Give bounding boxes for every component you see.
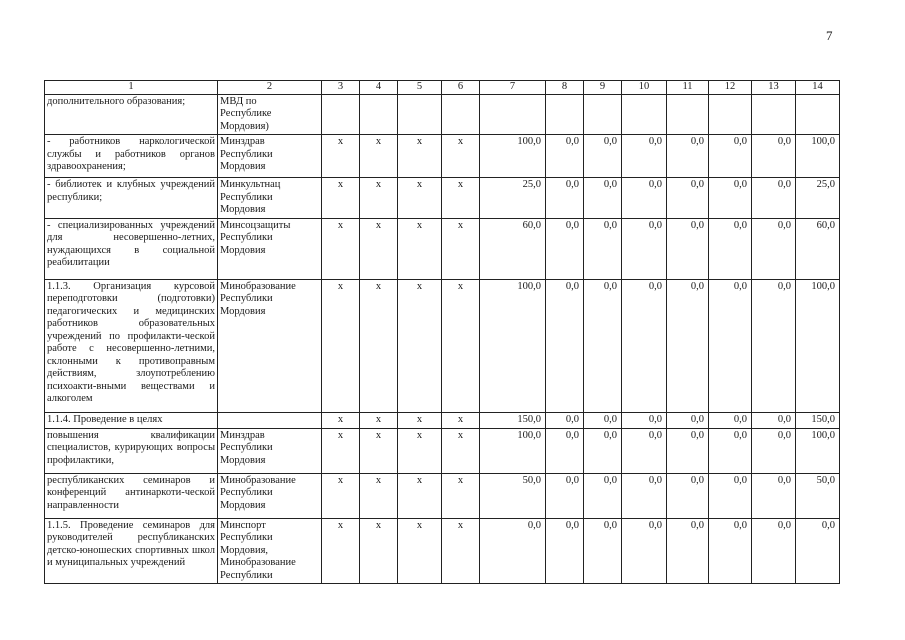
header-cell: 13 [752, 81, 796, 95]
activity-cell: - работников наркологической службы и работников органов здравоохранения; [45, 135, 218, 178]
value-cell: 0,0 [546, 473, 584, 518]
executor-cell [218, 412, 322, 428]
mark-cell: х [398, 279, 442, 412]
executor-cell: Минсоцзащиты Республики Мордовия [218, 218, 322, 279]
executor-cell: Минкультнац Республики Мордовия [218, 178, 322, 219]
budget-table [44, 80, 840, 584]
header-cell: 8 [546, 81, 584, 95]
value-cell: 0,0 [752, 218, 796, 279]
value-cell: 0,0 [667, 518, 709, 584]
value-cell: 0,0 [667, 473, 709, 518]
page-number: 7 [826, 28, 833, 43]
value-cell [622, 94, 667, 135]
mark-cell: х [442, 135, 480, 178]
mark-cell: х [322, 518, 360, 584]
value-cell: 100,0 [796, 279, 840, 412]
activity-cell: повышения квалификации специалистов, курирующих вопросы профилактики, [45, 428, 218, 473]
value-cell: 0,0 [622, 178, 667, 219]
value-cell: 0,0 [546, 518, 584, 584]
mark-cell: х [360, 518, 398, 584]
value-cell: 0,0 [546, 279, 584, 412]
table-row [45, 412, 840, 428]
header-cell: 7 [480, 81, 546, 95]
header-cell: 11 [667, 81, 709, 95]
value-cell: 0,0 [667, 218, 709, 279]
table-row [45, 135, 840, 178]
mark-cell: х [398, 178, 442, 219]
value-cell: 0,0 [752, 473, 796, 518]
value-cell: 0,0 [546, 412, 584, 428]
header-cell: 5 [398, 81, 442, 95]
value-cell: 0,0 [709, 518, 752, 584]
mark-cell: х [360, 279, 398, 412]
value-cell: 100,0 [480, 428, 546, 473]
value-cell: 100,0 [480, 135, 546, 178]
activity-cell: 1.1.4. Проведение в целях [45, 412, 218, 428]
table-row [45, 279, 840, 412]
mark-cell: х [322, 218, 360, 279]
mark-cell: х [442, 279, 480, 412]
mark-cell: х [442, 473, 480, 518]
mark-cell: х [442, 412, 480, 428]
value-cell [584, 94, 622, 135]
value-cell: 100,0 [796, 428, 840, 473]
executor-cell: МВД по Республике Мордовия) [218, 94, 322, 135]
table-row [45, 218, 840, 279]
mark-cell: х [398, 218, 442, 279]
table-row [45, 94, 840, 135]
executor-cell: Минспорт Республики Мордовия, Минобразование Республики [218, 518, 322, 584]
value-cell: 0,0 [622, 135, 667, 178]
mark-cell [398, 94, 442, 135]
mark-cell: х [360, 218, 398, 279]
activity-cell: дополнительного образования; [45, 94, 218, 135]
value-cell: 0,0 [584, 518, 622, 584]
activity-cell: - специализированных учреждений для несовершенно-летних, нуждающихся в социальной реабилитации [45, 218, 218, 279]
mark-cell: х [398, 428, 442, 473]
value-cell: 0,0 [752, 279, 796, 412]
mark-cell: х [398, 135, 442, 178]
value-cell: 0,0 [709, 135, 752, 178]
value-cell: 100,0 [796, 135, 840, 178]
value-cell: 0,0 [796, 518, 840, 584]
value-cell: 0,0 [752, 178, 796, 219]
value-cell: 0,0 [667, 178, 709, 219]
value-cell: 0,0 [546, 218, 584, 279]
value-cell: 0,0 [584, 218, 622, 279]
mark-cell [322, 94, 360, 135]
executor-cell: Минобразование Республики Мордовия [218, 473, 322, 518]
value-cell: 0,0 [709, 178, 752, 219]
header-row [45, 81, 840, 95]
value-cell: 0,0 [709, 412, 752, 428]
executor-cell: Минобразование Республики Мордовия [218, 279, 322, 412]
value-cell [546, 94, 584, 135]
value-cell: 0,0 [752, 135, 796, 178]
table-row [45, 518, 840, 584]
value-cell: 0,0 [752, 518, 796, 584]
value-cell: 0,0 [546, 428, 584, 473]
value-cell: 0,0 [584, 473, 622, 518]
value-cell: 60,0 [480, 218, 546, 279]
mark-cell: х [398, 518, 442, 584]
header-cell: 1 [45, 81, 218, 95]
value-cell: 0,0 [584, 135, 622, 178]
table-row [45, 473, 840, 518]
executor-cell: Минздрав Республики Мордовия [218, 135, 322, 178]
value-cell: 0,0 [622, 279, 667, 412]
value-cell: 0,0 [546, 178, 584, 219]
value-cell: 0,0 [584, 412, 622, 428]
mark-cell: х [442, 218, 480, 279]
value-cell: 0,0 [622, 428, 667, 473]
executor-cell: Минздрав Республики Мордовия [218, 428, 322, 473]
value-cell [709, 94, 752, 135]
value-cell: 0,0 [709, 218, 752, 279]
header-cell: 10 [622, 81, 667, 95]
value-cell: 0,0 [709, 473, 752, 518]
activity-cell: 1.1.5. Проведение семинаров для руководителей республиканских детско-юношеских спортивных школ и муниципальных учреждений [45, 518, 218, 584]
table-row [45, 178, 840, 219]
value-cell: 0,0 [622, 412, 667, 428]
header-cell: 2 [218, 81, 322, 95]
mark-cell: х [360, 428, 398, 473]
value-cell: 60,0 [796, 218, 840, 279]
table-row [45, 428, 840, 473]
value-cell: 0,0 [480, 518, 546, 584]
mark-cell: х [442, 178, 480, 219]
value-cell: 0,0 [622, 473, 667, 518]
mark-cell: х [322, 135, 360, 178]
value-cell: 0,0 [752, 428, 796, 473]
value-cell [796, 94, 840, 135]
value-cell: 25,0 [796, 178, 840, 219]
value-cell: 0,0 [622, 518, 667, 584]
header-cell: 12 [709, 81, 752, 95]
value-cell: 100,0 [480, 279, 546, 412]
mark-cell: х [322, 178, 360, 219]
mark-cell: х [322, 473, 360, 518]
value-cell [667, 94, 709, 135]
value-cell: 150,0 [480, 412, 546, 428]
mark-cell: х [398, 473, 442, 518]
value-cell: 0,0 [667, 428, 709, 473]
value-cell: 150,0 [796, 412, 840, 428]
value-cell: 0,0 [584, 428, 622, 473]
activity-cell: 1.1.3. Организация курсовой переподготовки (подготовки) педагогических и медицинских работников образовательных учреждений по профилакти-ческой работе с несовершенно-летними, склонными к противоправным действиям, злоупотреблению психоакти-вными веществами и алкоголем [45, 279, 218, 412]
value-cell: 50,0 [480, 473, 546, 518]
mark-cell: х [398, 412, 442, 428]
header-cell: 6 [442, 81, 480, 95]
value-cell: 0,0 [667, 135, 709, 178]
header-cell: 14 [796, 81, 840, 95]
mark-cell: х [360, 473, 398, 518]
activity-cell: - библиотек и клубных учреждений республики; [45, 178, 218, 219]
mark-cell: х [322, 279, 360, 412]
mark-cell: х [442, 428, 480, 473]
mark-cell: х [442, 518, 480, 584]
value-cell [752, 94, 796, 135]
header-cell: 3 [322, 81, 360, 95]
mark-cell: х [360, 412, 398, 428]
activity-cell: республиканских семинаров и конференций антинаркоти-ческой направленности [45, 473, 218, 518]
mark-cell: х [360, 178, 398, 219]
header-cell: 9 [584, 81, 622, 95]
mark-cell: х [322, 412, 360, 428]
table-body [45, 81, 840, 584]
value-cell: 0,0 [546, 135, 584, 178]
value-cell [480, 94, 546, 135]
value-cell: 50,0 [796, 473, 840, 518]
value-cell: 0,0 [667, 279, 709, 412]
mark-cell: х [360, 135, 398, 178]
value-cell: 0,0 [709, 279, 752, 412]
value-cell: 0,0 [752, 412, 796, 428]
value-cell: 0,0 [622, 218, 667, 279]
mark-cell [360, 94, 398, 135]
mark-cell: х [322, 428, 360, 473]
value-cell: 0,0 [584, 178, 622, 219]
mark-cell [442, 94, 480, 135]
value-cell: 0,0 [667, 412, 709, 428]
value-cell: 0,0 [584, 279, 622, 412]
value-cell: 0,0 [709, 428, 752, 473]
value-cell: 25,0 [480, 178, 546, 219]
header-cell: 4 [360, 81, 398, 95]
